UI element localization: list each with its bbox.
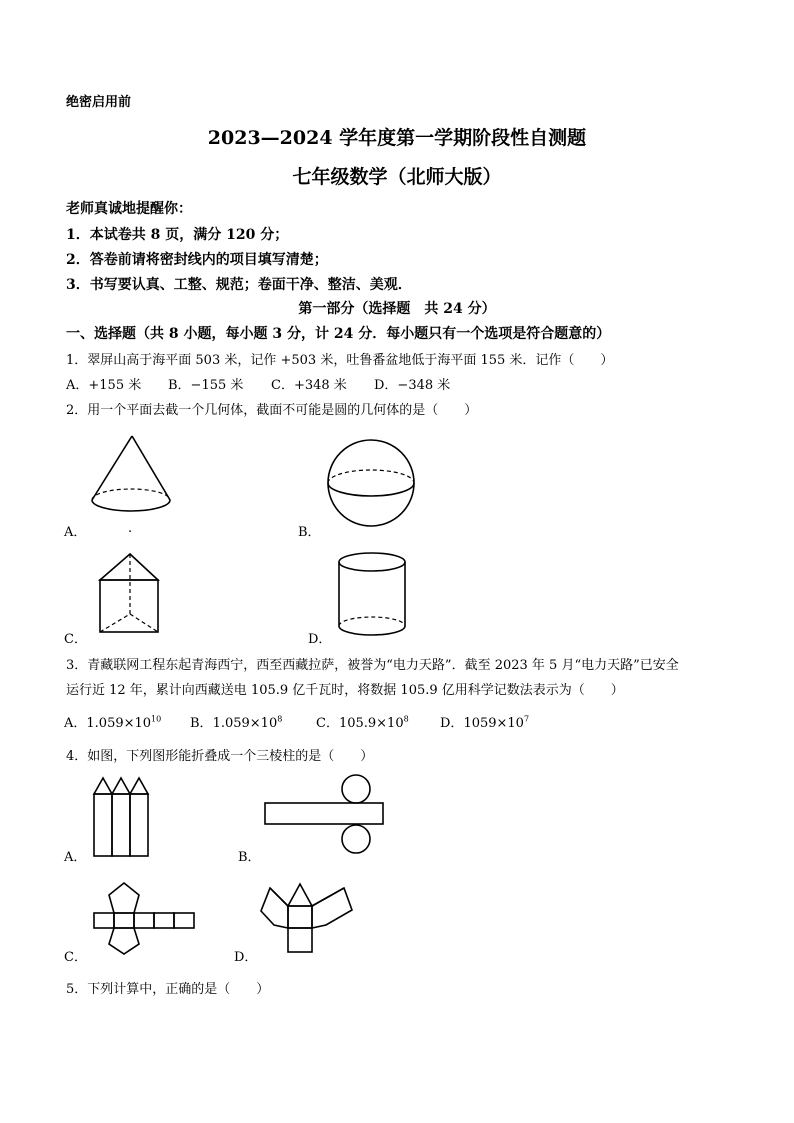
q3-option-c bbox=[316, 712, 409, 731]
confidential-label: 绝密启用前 bbox=[66, 95, 132, 110]
triangular-prism-figure bbox=[96, 550, 166, 640]
q1-stem: 1．翠屏山高于海平面 503 米，记作 +503 米，吐鲁番盆地低于海平面 155 米．记作（ ） bbox=[66, 353, 614, 368]
q4-stem: 4．如图，下列图形能折叠成一个三棱柱的是（ ） bbox=[66, 749, 374, 764]
q3-option-b bbox=[190, 712, 282, 731]
q4-label-a: A． bbox=[64, 850, 87, 865]
exam-subtitle: 七年级数学（北师大版） bbox=[292, 166, 502, 188]
q3-option-a-exp: 10 bbox=[151, 714, 162, 724]
notice-heading: 老师真诚地提醒你： bbox=[66, 201, 192, 217]
q3-option-c-label: C． bbox=[316, 716, 339, 731]
q5-stem: 5．下列计算中，正确的是（ ） bbox=[66, 982, 270, 997]
q3-option-d-exp: 7 bbox=[523, 714, 530, 724]
q1-option-a: A．+155 米 bbox=[66, 378, 142, 393]
q3-option-b-exp: 8 bbox=[277, 714, 283, 724]
net-a-figure bbox=[92, 776, 158, 860]
notice-item-1: 1．本试卷共 8 页，满分 120 分； bbox=[66, 227, 289, 243]
q1-option-b: B．−155 米 bbox=[168, 378, 244, 393]
q3-option-b-label: B． bbox=[190, 716, 213, 731]
q3-option-d-base: 1059×10 bbox=[463, 716, 524, 731]
q2-label-c: C． bbox=[64, 632, 87, 647]
q3-stem-line1: 3．青藏联网工程东起青海西宁，西至西藏拉萨，被誉为“电力天路”．截至 2023 年 5 月“电力天路”已安全 bbox=[66, 658, 679, 673]
notice-item-3: 3．书写要认真、工整、规范；卷面干净、整洁、美观． bbox=[66, 277, 412, 293]
net-d-figure bbox=[256, 880, 360, 956]
exam-title: 2023—2024 学年度第一学期阶段性自测题 bbox=[207, 127, 587, 149]
q3-option-b-base: 1.059×10 bbox=[212, 716, 278, 731]
q3-option-d bbox=[440, 712, 529, 731]
q3-option-d-label: D． bbox=[440, 716, 464, 731]
net-b-figure bbox=[262, 772, 388, 858]
q3-option-c-base: 105.9×10 bbox=[338, 716, 404, 731]
q3-option-a-label: A． bbox=[64, 716, 87, 731]
q1-option-c: C．+348 米 bbox=[271, 378, 347, 393]
stray-dot: . bbox=[128, 521, 133, 536]
q3-stem-line2: 运行近 12 年，累计向西藏送电 105.9 亿千瓦时，将数据 105.9 亿用科学记数法表示为（ ） bbox=[66, 683, 624, 698]
q4-label-c: C． bbox=[64, 950, 87, 965]
sphere-figure bbox=[326, 438, 422, 534]
section-heading: 一、选择题（共 8 小题，每小题 3 分，计 24 分．每小题只有一个选项是符合题意的） bbox=[66, 326, 611, 342]
q2-stem: 2．用一个平面去截一个几何体，截面不可能是圆的几何体的是（ ） bbox=[66, 403, 478, 418]
q2-label-d: D． bbox=[308, 632, 332, 647]
q1-option-d: D．−348 米 bbox=[374, 378, 451, 393]
q4-label-d: D． bbox=[234, 950, 258, 965]
notice-item-2: 2．答卷前请将密封线内的项目填写清楚； bbox=[66, 252, 328, 268]
q3-option-a bbox=[64, 712, 161, 731]
cone-figure bbox=[88, 432, 178, 524]
cylinder-figure bbox=[336, 550, 410, 642]
q3-option-c-exp: 8 bbox=[403, 714, 409, 724]
q4-label-b: B． bbox=[238, 850, 261, 865]
part-title: 第一部分（选择题 共 24 分） bbox=[298, 301, 496, 317]
q3-option-a-base: 1.059×10 bbox=[86, 716, 152, 731]
q2-label-b: B． bbox=[298, 525, 321, 540]
net-c-figure bbox=[92, 880, 200, 956]
q2-label-a: A． bbox=[64, 525, 87, 540]
